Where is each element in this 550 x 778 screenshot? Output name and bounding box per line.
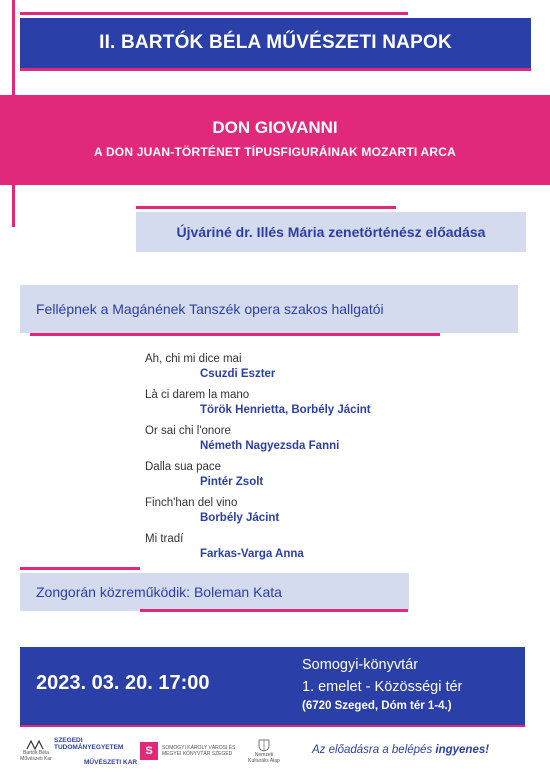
singer-name: Csuzdi Eszter <box>200 368 276 380</box>
logo-text: Nemzeti Kulturális Alap <box>248 752 280 764</box>
singer-name: Török Henrietta, Borbély Jácint <box>200 404 371 416</box>
list-item <box>145 532 445 562</box>
decor-line <box>136 206 396 209</box>
program-list <box>145 352 445 568</box>
logo-text: SZEGEDI TUDOMÁNYEGYETEM <box>54 736 124 751</box>
event-subtitle: A DON JUAN-TÖRTÉNET TÍPUSFIGURÁINAK MOZARTI ARCA <box>93 145 457 159</box>
performers-intro: Fellépnek a Magánének Tanszék opera szakos hallgatói <box>36 301 384 317</box>
free-admission-emphasis: ingyenes! <box>435 744 490 756</box>
decor-line <box>20 725 525 727</box>
festival-title: II. BARTÓK BÉLA MŰVÉSZETI NAPOK <box>99 32 452 53</box>
list-item <box>145 460 445 490</box>
event-title: DON GIOVANNI <box>212 118 338 137</box>
list-item <box>145 424 445 454</box>
event-datetime: 2023. 03. 20. 17:00 <box>36 672 210 694</box>
venue-name: Somogyi-könyvtár <box>302 657 419 673</box>
song-title: Ah, chi mi dice mai <box>145 353 242 365</box>
bbmk-logo <box>18 736 54 766</box>
free-admission-text: Az előadásra a belépés <box>312 744 436 756</box>
logo-text: SOMOGYI KÁROLY VÁROSI ÉS MEGYEI KÖNYVTÁR SZEGED <box>162 745 236 757</box>
song-title: Mi tradí <box>145 533 184 545</box>
logo-text: Bartók Béla Művészeti Kar <box>20 750 52 762</box>
piano-credit: Zongorán közreműködik: Boleman Kata <box>36 584 282 600</box>
nka-logo <box>244 736 284 766</box>
free-admission <box>312 744 489 756</box>
szte-logo <box>54 736 138 766</box>
decor-line <box>20 12 408 15</box>
decor-line <box>20 567 140 570</box>
singer-name: Borbély Jácint <box>200 512 280 524</box>
venue-room: 1. emelet - Közösségi tér <box>302 679 463 695</box>
list-item <box>145 496 445 526</box>
song-title: Là ci darem la mano <box>145 389 250 401</box>
event-title-banner <box>0 95 550 185</box>
library-logo-icon: S <box>140 742 158 760</box>
decor-line <box>30 333 440 336</box>
song-title: Dalla sua pace <box>145 461 222 473</box>
singer-name: Pintér Zsolt <box>200 476 264 488</box>
list-item <box>145 352 445 382</box>
lecture-text: Újváriné dr. Illés Mária zenetörténész előadása <box>176 224 486 240</box>
singer-name: Németh Nagyezsda Fanni <box>200 440 340 452</box>
logo-text: MŰVÉSZETI KAR <box>84 758 138 766</box>
coat-of-arms-icon <box>258 738 270 752</box>
library-logo <box>140 736 240 766</box>
venue-address: (6720 Szeged, Dóm tér 1-4.) <box>302 700 452 712</box>
song-title: Finch'han del vino <box>145 497 238 509</box>
list-item <box>145 388 445 418</box>
decor-line <box>20 68 531 71</box>
singer-name: Farkas-Varga Anna <box>200 548 304 560</box>
song-title: Or sai chi l'onore <box>145 425 231 437</box>
bbmk-logo-icon <box>26 740 46 750</box>
